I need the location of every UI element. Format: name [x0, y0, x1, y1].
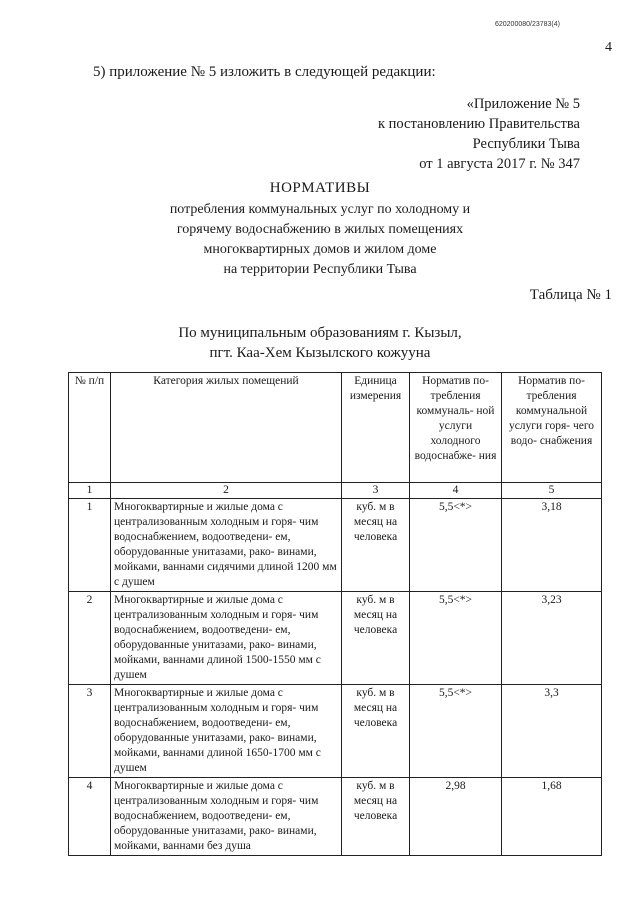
- appendix-line: от 1 августа 2017 г. № 347: [419, 156, 580, 172]
- row-num: 1: [69, 499, 111, 592]
- document-code: 620200080/23783(4): [494, 21, 560, 28]
- row-unit: куб. м в месяц на человека: [342, 778, 410, 856]
- header-category: Категория жилых помещений: [111, 373, 342, 483]
- document-title: НОРМАТИВЫ: [269, 180, 371, 196]
- row-hot-value: 1,68: [502, 778, 602, 856]
- row-cold-value: 5,5<*>: [410, 499, 502, 592]
- table-row: [69, 592, 602, 685]
- subtitle-line: на территории Республики Тыва: [223, 262, 417, 277]
- row-num: 2: [69, 592, 111, 685]
- header-cold-water: Норматив по- требления коммуналь- ной услуги холодного водоснабже- ния: [410, 373, 502, 483]
- table-header-row: [69, 373, 602, 483]
- header-hot-water: Норматив по- требления коммунальной услуги горя- чего водо- снабжения: [502, 373, 602, 483]
- appendix-reference: [330, 94, 580, 174]
- row-cold-value: 5,5<*>: [410, 592, 502, 685]
- column-number: 2: [111, 483, 342, 499]
- subtitle-line: потребления коммунальных услуг по холодному и: [169, 202, 471, 217]
- header-num: № п/п: [69, 373, 111, 483]
- appendix-line: Республики Тыва: [472, 136, 580, 152]
- row-hot-value: 3,23: [502, 592, 602, 685]
- document-subtitle: [0, 200, 640, 280]
- norms-table: [68, 372, 602, 856]
- municipality-line: По муниципальным образованиям г. Кызыл,: [178, 325, 462, 341]
- table-label: Таблица № 1: [529, 287, 612, 303]
- page-number: 4: [605, 40, 612, 55]
- column-number: 4: [410, 483, 502, 499]
- table-row: [69, 685, 602, 778]
- row-cold-value: 2,98: [410, 778, 502, 856]
- appendix-line: «Приложение № 5: [466, 96, 580, 112]
- row-hot-value: 3,3: [502, 685, 602, 778]
- header-unit: Единица измерения: [342, 373, 410, 483]
- row-num: 4: [69, 778, 111, 856]
- column-number: 3: [342, 483, 410, 499]
- row-cold-value: 5,5<*>: [410, 685, 502, 778]
- row-category: Многоквартирные и жилые дома с централизованным холодным и горя- чим водоснабжением, водоотведени- ем, оборудованные унитазами, рако- винами, мойками, ваннами без душа: [111, 778, 342, 856]
- municipality-heading: [0, 323, 640, 363]
- row-unit: куб. м в месяц на человека: [342, 499, 410, 592]
- table-row: [69, 499, 602, 592]
- row-category: Многоквартирные и жилые дома с централизованным холодным и горя- чим водоснабжением, водоотведени- ем, оборудованные унитазами, рако- винами, мойками, ваннами длиной 1500-1550 мм с душем: [111, 592, 342, 685]
- column-number: 5: [502, 483, 602, 499]
- appendix-line: к постановлению Правительства: [378, 116, 580, 132]
- row-category: Многоквартирные и жилые дома с централизованным холодным и горя- чим водоснабжением, водоотведени- ем, оборудованные унитазами, рако- винами, мойками, ваннами длиной 1650-1700 мм с душем: [111, 685, 342, 778]
- row-num: 3: [69, 685, 111, 778]
- subtitle-line: горячему водоснабжению в жилых помещениях: [176, 222, 464, 237]
- row-unit: куб. м в месяц на человека: [342, 592, 410, 685]
- row-category: Многоквартирные и жилые дома с централизованным холодным и горя- чим водоснабжением, водоотведени- ем, оборудованные унитазами, рако- винами, мойками, ваннами сидячими длиной 1200 мм с душем: [111, 499, 342, 592]
- intro-paragraph: 5) приложение № 5 изложить в следующей редакции:: [93, 64, 436, 80]
- subtitle-line: многоквартирных домов и жилом доме: [203, 242, 437, 257]
- row-unit: куб. м в месяц на человека: [342, 685, 410, 778]
- row-hot-value: 3,18: [502, 499, 602, 592]
- column-number-row: [69, 483, 602, 499]
- table-row: [69, 778, 602, 856]
- column-number: 1: [69, 483, 111, 499]
- municipality-line: пгт. Каа-Хем Кызылского кожууна: [209, 345, 431, 361]
